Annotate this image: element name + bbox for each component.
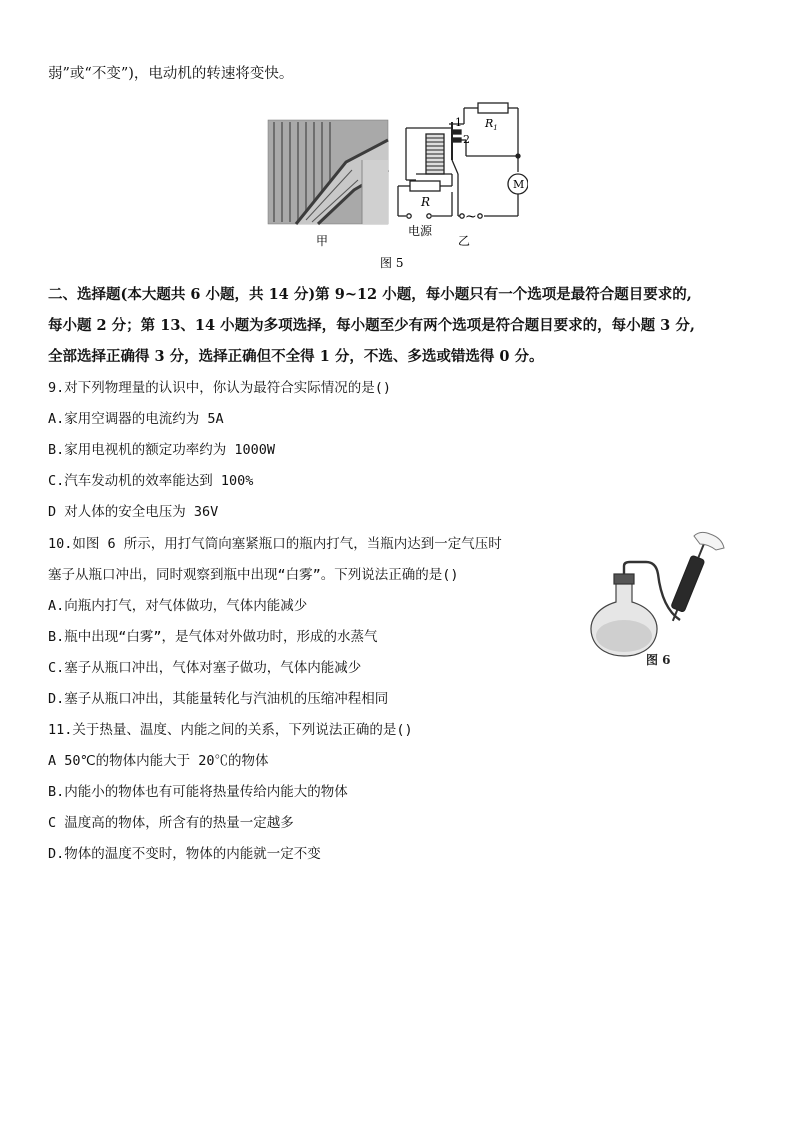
q11-option-d: D.物体的温度不变时，物体的内能就一定不变 [48, 846, 321, 862]
q11-option-b: B.内能小的物体也有可能将热量传给内能大的物体 [48, 784, 348, 800]
top-line: 弱”或“不变”)，电动机的转速将变快。 [48, 66, 294, 82]
figure-5-caption: 图 5 [380, 256, 404, 270]
label-r: R [421, 195, 431, 209]
q10-option-c: C.塞子从瓶口冲出，气体对塞子做功，气体内能减少 [48, 660, 362, 676]
q10-option-a: A.向瓶内打气，对气体做功，气体内能减少 [48, 598, 308, 614]
contact-1-label: 1 [455, 116, 462, 129]
label-jia: 甲 [316, 234, 329, 248]
q10-option-b: B.瓶中出现“白雾”，是气体对外做功时，形成的水蒸气 [48, 629, 378, 645]
q9-option-c: C.汽车发动机的效率能达到 100% [48, 473, 254, 489]
q10-stem-line1: 10.如图 6 所示，用打气筒向塞紧瓶口的瓶内打气，当瓶内达到一定气压时 [48, 536, 502, 552]
section2-line3: 全部选择正确得 3 分，选择正确但不全得 1 分，不选、多选或错选得 0 分。 [48, 348, 544, 365]
q10-stem-line2: 塞子从瓶口冲出，同时观察到瓶中出现“白雾”。下列说法正确的是() [48, 567, 459, 583]
figure-5-drawing [266, 100, 528, 272]
q11-option-c: C 温度高的物体，所含有的热量一定越多 [48, 815, 294, 831]
figure-6-caption: 图 6 [646, 653, 671, 667]
figure-6-drawing [584, 530, 726, 670]
q11-option-a: A 50℃的物体内能大于 20℃的物体 [48, 753, 269, 769]
label-r1: $R_1$ [485, 117, 498, 132]
section2-line2: 每小题 2 分；第 13、14 小题为多项选择，每小题至少有两个选项是符合题目要求的，每小题 3 分, [48, 317, 695, 334]
escalator-photo [268, 120, 388, 224]
figure-6 [584, 530, 726, 670]
relay-circuit [398, 103, 528, 218]
label-yi: 乙 [458, 234, 471, 248]
q11-stem: 11.关于热量、温度、内能之间的关系，下列说法正确的是() [48, 722, 413, 738]
q9-option-d: D 对人体的安全电压为 36V [48, 504, 219, 520]
ac-symbol: ~ [465, 209, 477, 225]
contact-2-label: 2 [463, 133, 470, 146]
q9-stem: 9.对下列物理量的认识中，你认为最符合实际情况的是() [48, 380, 392, 396]
q9-option-b: B.家用电视机的额定功率约为 1000W [48, 442, 276, 458]
power-label: 电源 [408, 224, 433, 238]
q10-option-d: D.塞子从瓶口冲出，其能量转化与汽油机的压缩冲程相同 [48, 691, 389, 707]
figure-5 [266, 100, 528, 272]
motor-symbol: M [513, 178, 525, 191]
q9-option-a: A.家用空调器的电流约为 5A [48, 411, 224, 427]
section2-line1: 二、选择题(本大题共 6 小题，共 14 分)第 9~12 小题，每小题只有一个选项是最符合题目要求的, [48, 286, 692, 303]
